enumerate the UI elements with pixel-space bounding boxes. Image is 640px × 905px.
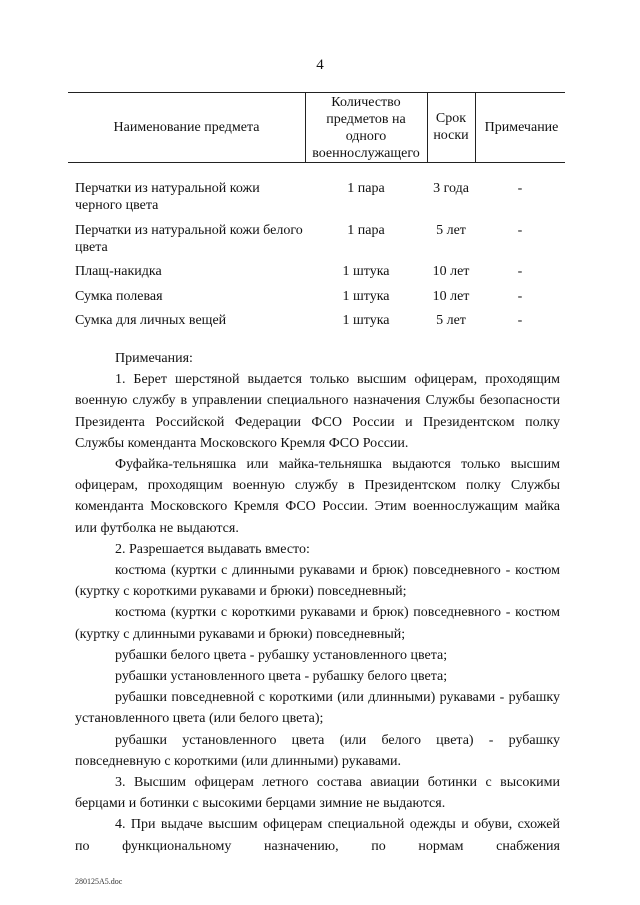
note-paragraph: рубашки установленного цвета - рубашку белого цвета; <box>115 669 448 685</box>
table-header-term: Срок носки <box>433 111 469 143</box>
note-paragraph: рубашки повседневной с короткими (или длинными) рукавами - рубашку установленного цвета (или белого цвета); <box>75 690 560 727</box>
row-term: 10 лет <box>432 289 470 304</box>
row-note: - <box>517 289 523 304</box>
note-paragraph: 4. При выдаче высшим офицерам специальной одежды и обуви, схожей по функциональному назначению, по нормам снабжения <box>75 817 560 854</box>
row-note: - <box>517 223 523 238</box>
table-column-divider <box>475 92 476 162</box>
note-paragraph: 1. Берет шерстяной выдается только высшим офицерам, проходящим военную службу в управлении специального назначения Службы безопасности Президента Российской Федерации ФСО России и Президентском полку Службы коменданта Московского Кремля ФСО России. <box>75 372 560 451</box>
row-quantity: 1 штука <box>342 289 390 304</box>
row-term: 5 лет <box>436 313 466 328</box>
row-note: - <box>517 264 523 279</box>
row-note: - <box>517 313 523 328</box>
notes-section <box>75 348 560 857</box>
table-top-border <box>68 92 565 93</box>
row-quantity: 1 штука <box>342 313 390 328</box>
table-column-divider <box>427 92 428 162</box>
row-item-name: Сумка полевая <box>75 289 163 304</box>
row-item-name: Сумка для личных вещей <box>75 313 227 328</box>
note-paragraph: костюма (куртки с длинными рукавами и брюк) повседневного - костюм (куртку с короткими рукавами и брюки) повседневный; <box>75 563 560 600</box>
row-quantity: 1 пара <box>347 181 385 196</box>
table-header-name: Наименование предмета <box>113 120 260 135</box>
row-item-name: Плащ-накидка <box>75 264 162 279</box>
notes-heading: Примечания: <box>115 351 193 366</box>
table-header-bottom-border <box>68 162 565 163</box>
note-paragraph: рубашки белого цвета - рубашку установленного цвета; <box>115 647 448 663</box>
note-paragraph: 2. Разрешается выдавать вместо: <box>115 541 310 557</box>
table-header-quantity: Количество предметов на одного военнослужащего <box>312 95 420 161</box>
page-number: 4 <box>316 57 324 73</box>
row-term: 3 года <box>433 181 469 196</box>
note-paragraph: 3. Высшим офицерам летного состава авиации ботинки с высокими берцами и ботинки с высокими берцами зимние не выдаются. <box>75 775 560 812</box>
row-term: 5 лет <box>436 223 466 238</box>
row-quantity: 1 штука <box>342 264 390 279</box>
table-header-note: Примечание <box>484 120 559 135</box>
table-column-divider <box>305 92 306 162</box>
row-item-name: Перчатки из натуральной кожи черного цвета <box>75 181 260 213</box>
row-item-name: Перчатки из натуральной кожи белого цвета <box>75 223 303 255</box>
row-term: 10 лет <box>432 264 470 279</box>
footer-filename: 280125A5.doc <box>75 877 123 886</box>
note-paragraph: Фуфайка-тельняшка или майка-тельняшка выдаются только высшим офицерам, проходящим военную службу в Президентском полку Службы коменданта Московского Кремля ФСО России. Этим военнослужащим майка или футболка не выдаются. <box>75 457 560 536</box>
row-quantity: 1 пара <box>347 223 385 238</box>
row-note: - <box>517 181 523 196</box>
note-paragraph: рубашки установленного цвета (или белого цвета) - рубашку повседневную с короткими (или длинными) рукавами. <box>75 732 560 769</box>
note-paragraph: костюма (куртки с короткими рукавами и брюк) повседневного - костюм (куртку с длинными рукавами и брюки) повседневный; <box>75 605 560 642</box>
